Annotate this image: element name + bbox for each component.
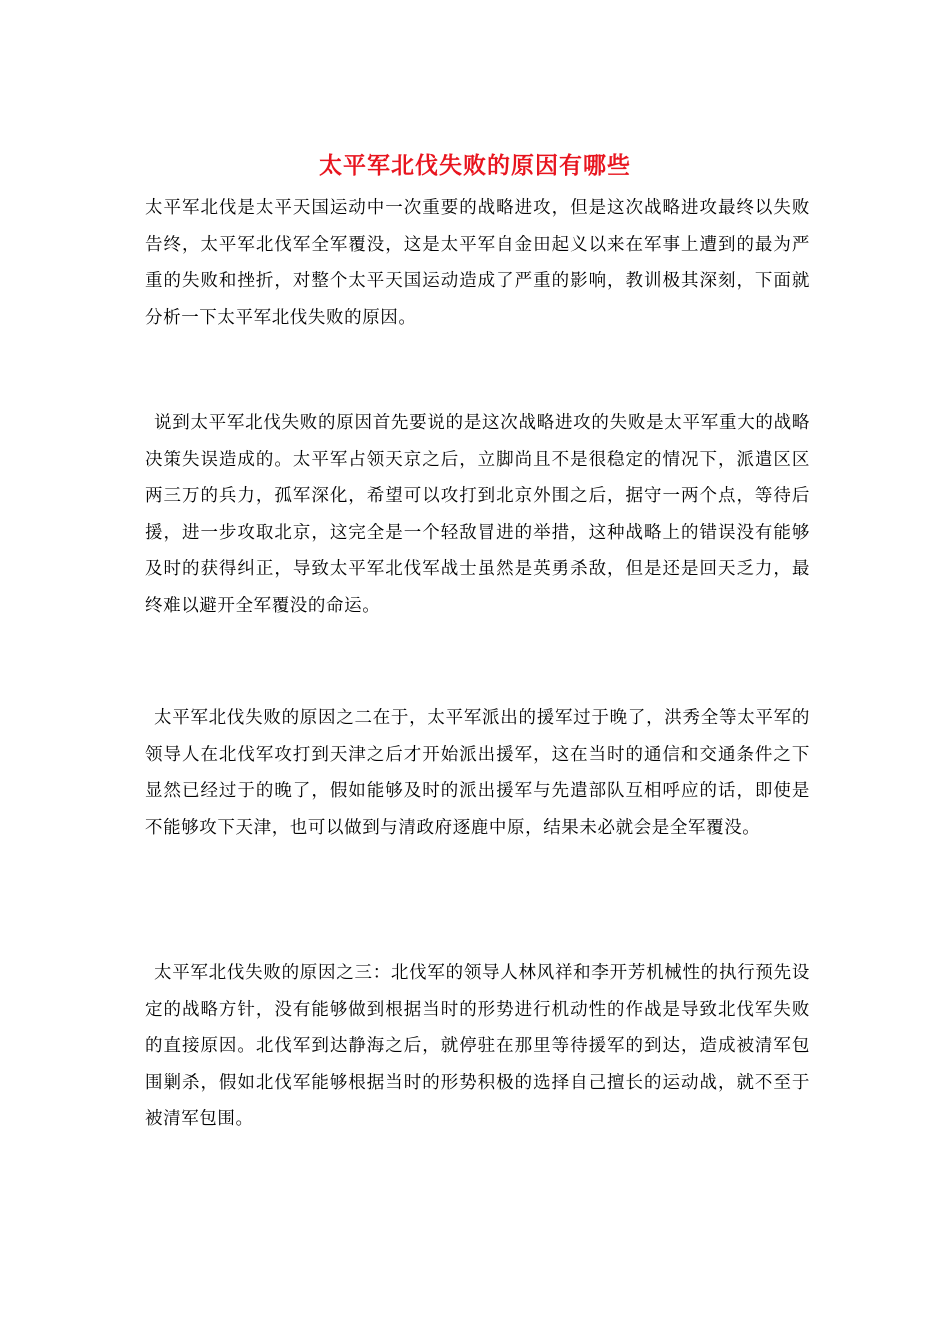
- paragraph-intro: 太平军北伐是太平天国运动中一次重要的战略进攻，但是这次战略进攻最终以失败告终，太平军北伐军全军覆没，这是太平军自金田起义以来在军事上遭到的最为严重的失败和挫折，对整个太平天国运动造成了严重的影响，教训极其深刻，下面就分析一下太平军北伐失败的原因。: [145, 198, 810, 328]
- paragraph-reason-three: 太平军北伐失败的原因之三：北伐军的领导人林风祥和李开芳机械性的执行预先设定的战略方针，没有能够做到根据当时的形势进行机动性的作战是导致北伐军失败的直接原因。北伐军到达静海之后，就停驻在那里等待援军的到达，造成被清军包围剿杀，假如北伐军能够根据当时的形势积极的选择自己擅长的运动战，就不至于被清军包围。: [145, 963, 810, 1130]
- document-title: 太平军北伐失败的原因有哪些: [319, 153, 631, 179]
- paragraph-reason-one: 说到太平军北伐失败的原因首先要说的是这次战略进攻的失败是太平军重大的战略决策失误造成的。太平军占领天京之后，立脚尚且不是很稳定的情况下，派遣区区两三万的兵力，孤军深化，希望可以攻打到北京外围之后，据守一两个点，等待后援，进一步攻取北京，这完全是一个轻敌冒进的举措，这种战略上的错误没有能够及时的获得纠正，导致太平军北伐军战士虽然是英勇杀敌，但是还是回天乏力，最终难以避开全军覆没的命运。: [145, 413, 810, 616]
- paragraph-reason-two: 太平军北伐失败的原因之二在于，太平军派出的援军过于晚了，洪秀全等太平军的领导人在北伐军攻打到天津之后才开始派出援军，这在当时的通信和交通条件之下显然已经过于的晚了，假如能够及时的派出援军与先遣部队互相呼应的话，即使是不能够攻下天津，也可以做到与清政府逐鹿中原，结果未必就会是全军覆没。: [145, 708, 810, 838]
